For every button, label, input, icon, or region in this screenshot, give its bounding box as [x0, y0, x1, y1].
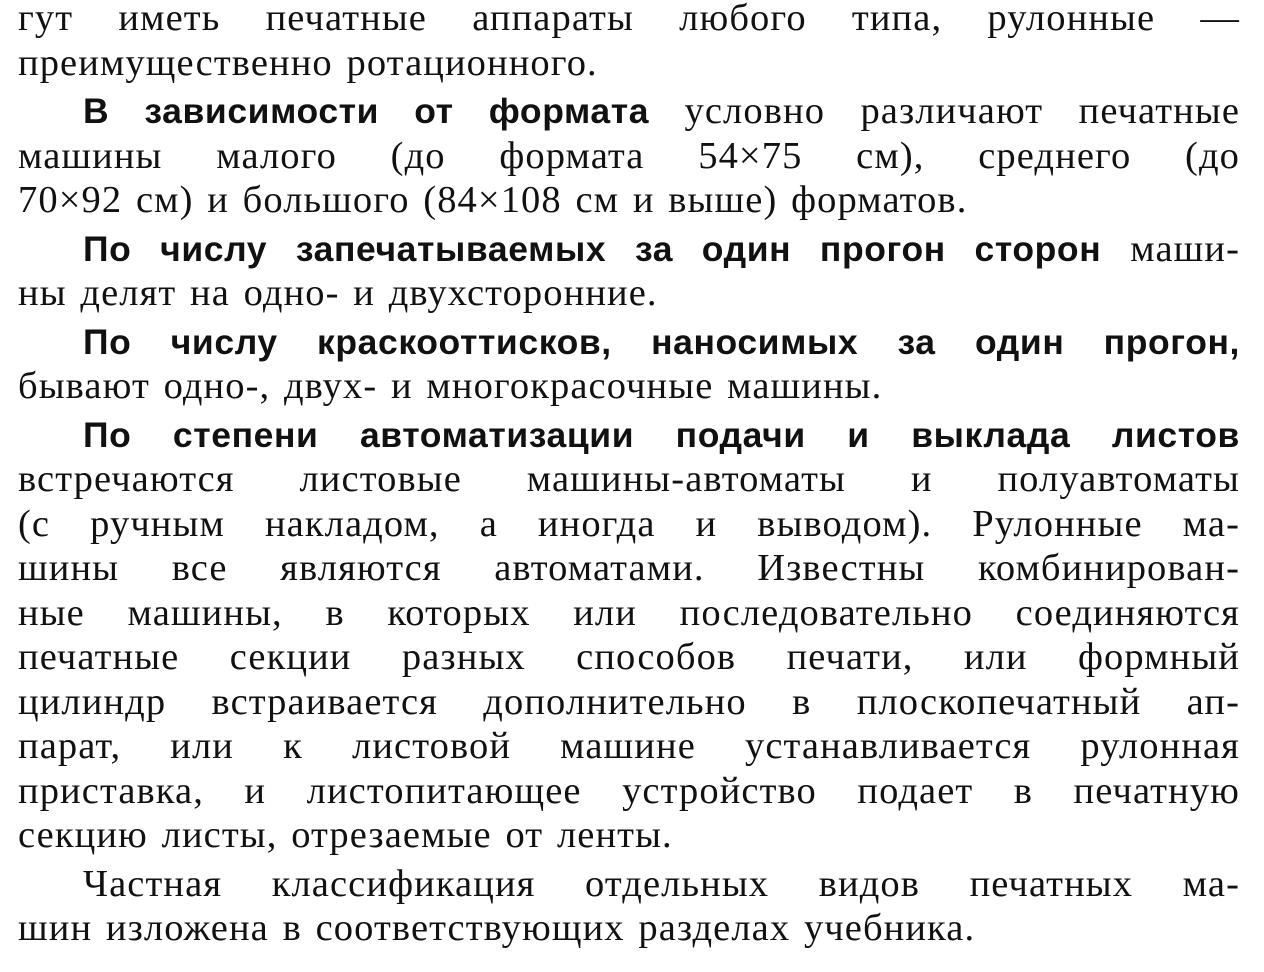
text-line: парат, или к листовой машине устанавливается рулонная — [18, 725, 1240, 767]
bold-heading-phrase: По степени автоматизации подачи и выклада листов — [83, 414, 1240, 455]
text-line: печатные секции разных способов печати, или формный — [18, 636, 1240, 678]
text-line: цилиндр встраивается дополнительно в плоскопечатный ап- — [18, 680, 1240, 723]
text-line: бывают одно-, двух- и многокрасочные машины. — [18, 365, 883, 407]
text-line: Частная классификация отдельных видов печатных ма- — [83, 862, 1240, 905]
text-run: маши- — [1101, 227, 1241, 270]
text-line: ные машины, в которых или последовательно соединяются — [18, 591, 1240, 634]
text-run: условно различают печатные — [649, 90, 1241, 132]
paragraph-lead-line — [18, 320, 1240, 365]
document-page — [18, 0, 1240, 951]
bold-heading-phrase: В зависимости от формата — [83, 91, 650, 131]
text-line: ны делят на одно- и двухсторонние. — [18, 272, 658, 314]
paragraph-lead-line — [18, 227, 1240, 272]
text-line: встречаются листовые машины-автоматы и полуавтоматы — [18, 458, 1240, 500]
bold-heading-phrase: По числу краскооттисков, наносимых за один прогон, — [83, 321, 1240, 362]
paragraph-lead-line — [18, 413, 1240, 458]
text-line: секцию листы, отрезаемые от ленты. — [18, 814, 673, 856]
paragraph-lead-line — [18, 89, 1240, 134]
text-line: гут иметь печатные аппараты любого типа, рулонные — — [18, 0, 1240, 39]
text-line: шин изложена в соответствующих разделах учебника. — [18, 907, 976, 949]
bold-heading-phrase: По числу запечатываемых за один прогон сторон — [83, 228, 1102, 269]
text-line: машины малого (до формата 54×75 см), среднего (до — [18, 134, 1240, 177]
text-line: преимущественно ротационного. — [18, 41, 598, 84]
text-line: шины все являются автоматами. Известны комбинирован- — [18, 547, 1240, 589]
text-line: 70×92 см) и большого (84×108 см и выше) форматов. — [18, 179, 968, 221]
text-line: приставка, и листопитающее устройство подает в печатную — [18, 769, 1240, 812]
text-line: (с ручным накладом, а иногда и выводом). Рулонные ма- — [18, 502, 1240, 545]
